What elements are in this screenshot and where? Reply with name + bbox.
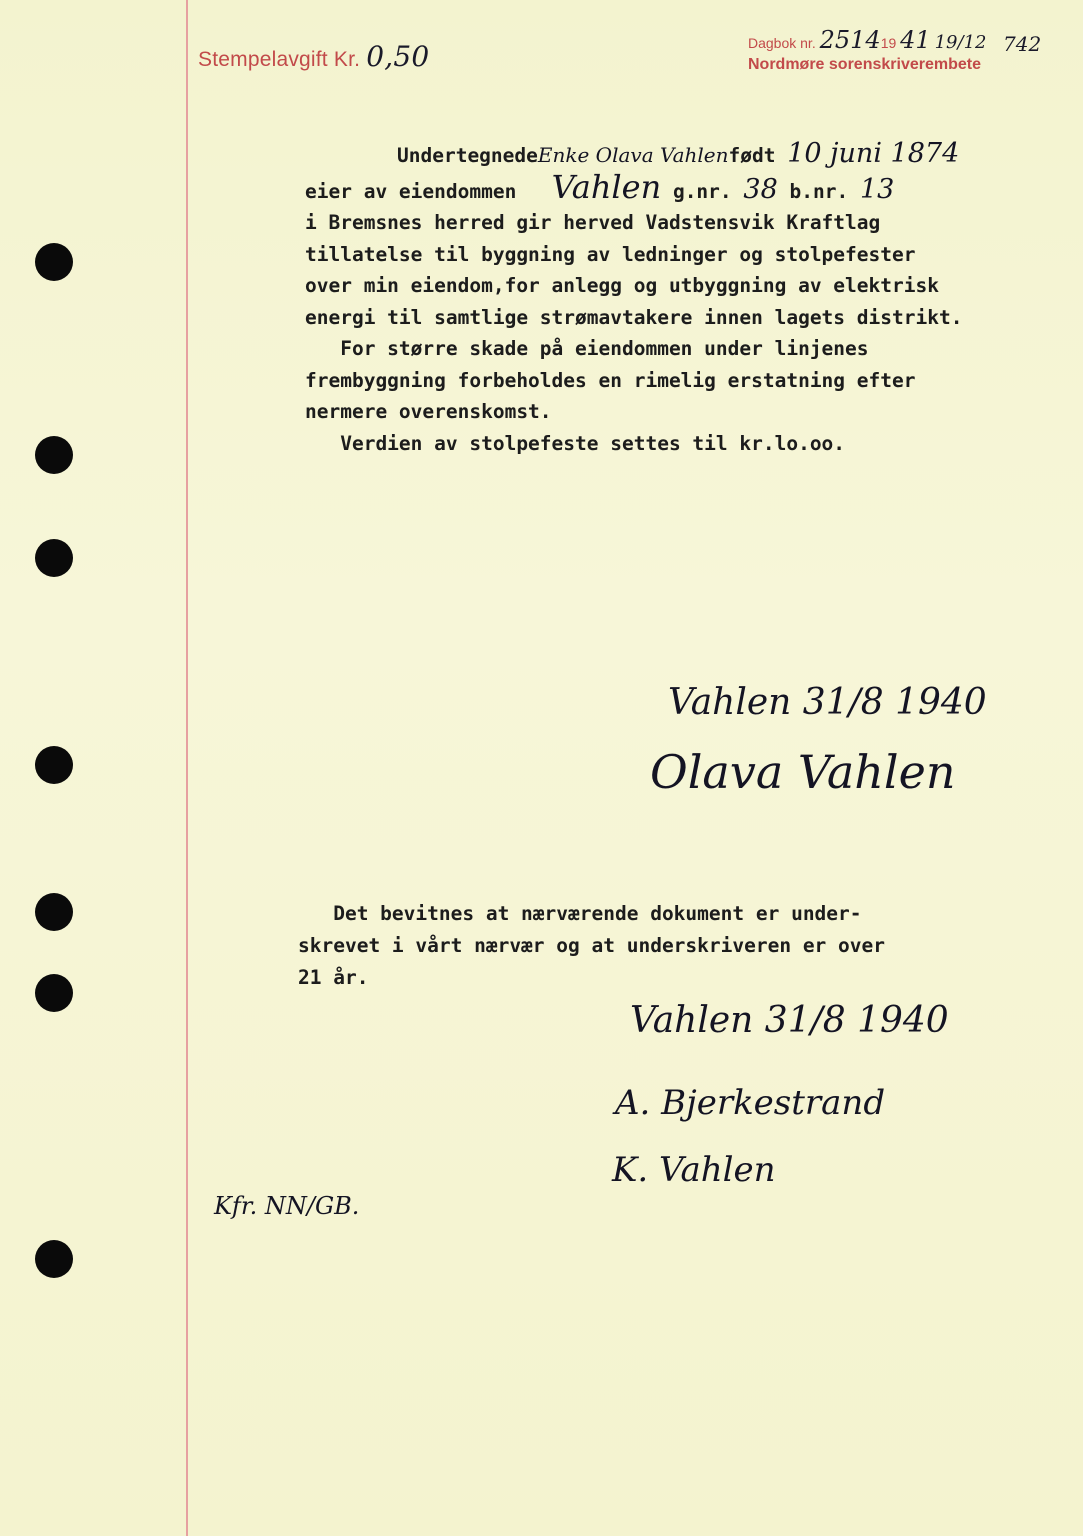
decl-dob: 10 juni 1874: [787, 138, 960, 169]
stamp-duty: [198, 40, 429, 73]
decl-bnr-label: b.nr.: [789, 179, 849, 203]
punch-hole: [35, 1240, 73, 1278]
year-suffix: 41: [900, 26, 931, 54]
place-date: Vahlen 31/8 1940: [668, 682, 987, 723]
decl-line: nermere overenskomst.: [305, 400, 552, 423]
witness-text: [298, 898, 1038, 994]
punch-hole: [35, 436, 73, 474]
decl-l2-pre: eier av eiendommen: [305, 179, 517, 203]
journal-stamp: [748, 26, 986, 74]
declaration-text: [305, 138, 1045, 459]
punch-hole: [35, 974, 73, 1012]
decl-line: Verdien av stolpefeste settes til kr.lo.oo.: [305, 431, 846, 455]
decl-name: Enke Olava Vahlen: [537, 143, 729, 167]
decl-l1-pre: Undertegnede: [397, 144, 538, 167]
decl-line: For større skade på eiendommen under linjenes: [305, 337, 869, 360]
punch-hole: [35, 893, 73, 931]
decl-line: i Bremsnes herred gir herved Vadstensvik Kraftlag: [305, 211, 881, 234]
decl-gnr-label: g.nr.: [672, 179, 732, 203]
witness-signature: A. Bjerkestrand: [615, 1083, 886, 1123]
punch-hole: [35, 243, 73, 281]
decl-line: over min eiendom,for anlegg og utbyggning av elektrisk: [305, 274, 939, 297]
margin-line: [186, 0, 188, 1536]
punch-hole: [35, 746, 73, 784]
reference-note: Kfr. NN/GB.: [214, 1192, 360, 1220]
decl-line: energi til samtlige strømavtakere innen lagets distrikt.: [305, 305, 963, 329]
decl-bnr-value: 13: [859, 173, 895, 205]
decl-l1-mid: født: [728, 144, 776, 167]
decl-line: tillatelse til byggning av ledninger og stolpefester: [305, 242, 916, 266]
stamp-amount: 0,50: [366, 40, 430, 73]
witness-line: skrevet i vårt nærvær og at underskriveren er over: [298, 934, 885, 957]
decl-line: frembyggning forbeholdes en rimelig erstatning efter: [305, 368, 916, 392]
year-prefix: 19: [880, 35, 897, 51]
office-name: Nordmøre sorenskriverembete: [748, 56, 981, 73]
journal-date: 19/12: [934, 32, 987, 53]
decl-gnr-value: 38: [743, 173, 778, 205]
decl-property: Vahlen: [551, 167, 662, 206]
stamp-label: Stempelavgift Kr.: [198, 48, 361, 71]
dagbok-label: Dagbok nr.: [748, 35, 816, 51]
witness-signature: K. Vahlen: [612, 1150, 776, 1190]
witness-place-date: Vahlen 31/8 1940: [630, 1000, 949, 1041]
witness-line: 21 år.: [298, 966, 369, 989]
signature: Olava Vahlen: [650, 745, 956, 799]
dagbok-number: 2514: [819, 26, 881, 54]
witness-line: Det bevitnes at nærværende dokument er under-: [298, 902, 862, 925]
page-number: 742: [1003, 32, 1042, 56]
punch-hole: [35, 539, 73, 577]
